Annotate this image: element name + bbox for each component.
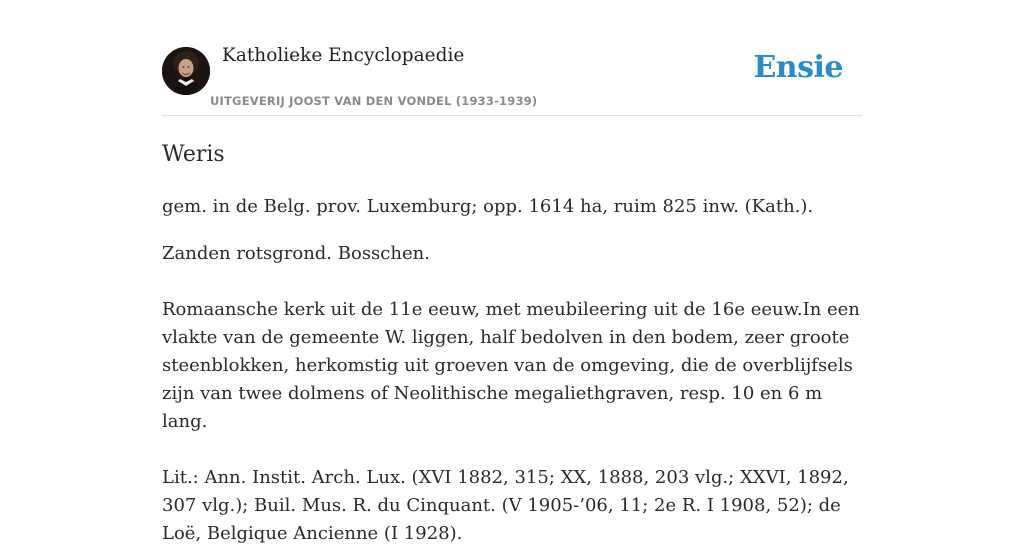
portrait-avatar-icon[interactable] <box>162 47 210 95</box>
article-paragraph: Lit.: Ann. Instit. Arch. Lux. (XVI 1882, 315; XX, 1888, 203 vlg.; XXVI, 1892, 307 vlg.); Buil. Mus. R. du Cinquant. (V 1905-’06, 11; 2e R. I 1908, 52); de Loë, Belgique Ancienne (I 1928). <box>162 467 849 544</box>
article-title: Weris <box>162 142 225 167</box>
publication-name[interactable]: Katholieke Encyclopaedie <box>222 45 465 66</box>
page <box>162 0 862 548</box>
article <box>162 141 862 548</box>
brand-logo-link[interactable]: Ensie <box>753 50 843 85</box>
article-paragraph: gem. in de Belg. prov. Luxemburg; opp. 1614 ha, ruim 825 inw. (Kath.). <box>162 196 814 217</box>
article-paragraph: Romaansche kerk uit de 11e eeuw, met meubileering uit de 16e eeuw.In een vlakte van de gemeente W. liggen, half bedolven in den bodem, zeer groote steenblokken, herkomstig uit groeven van de omgeving, die de overblijfsels zijn van twee dolmens of Neolithische megaliethgraven, resp. 10 en 6 m lang. <box>162 299 860 432</box>
article-paragraph: Zanden rotsgrond. Bosschen. <box>162 243 430 264</box>
publisher-subtitle: UITGEVERIJ JOOST VAN DEN VONDEL (1933-1939) <box>210 94 538 108</box>
site-header <box>162 0 862 116</box>
